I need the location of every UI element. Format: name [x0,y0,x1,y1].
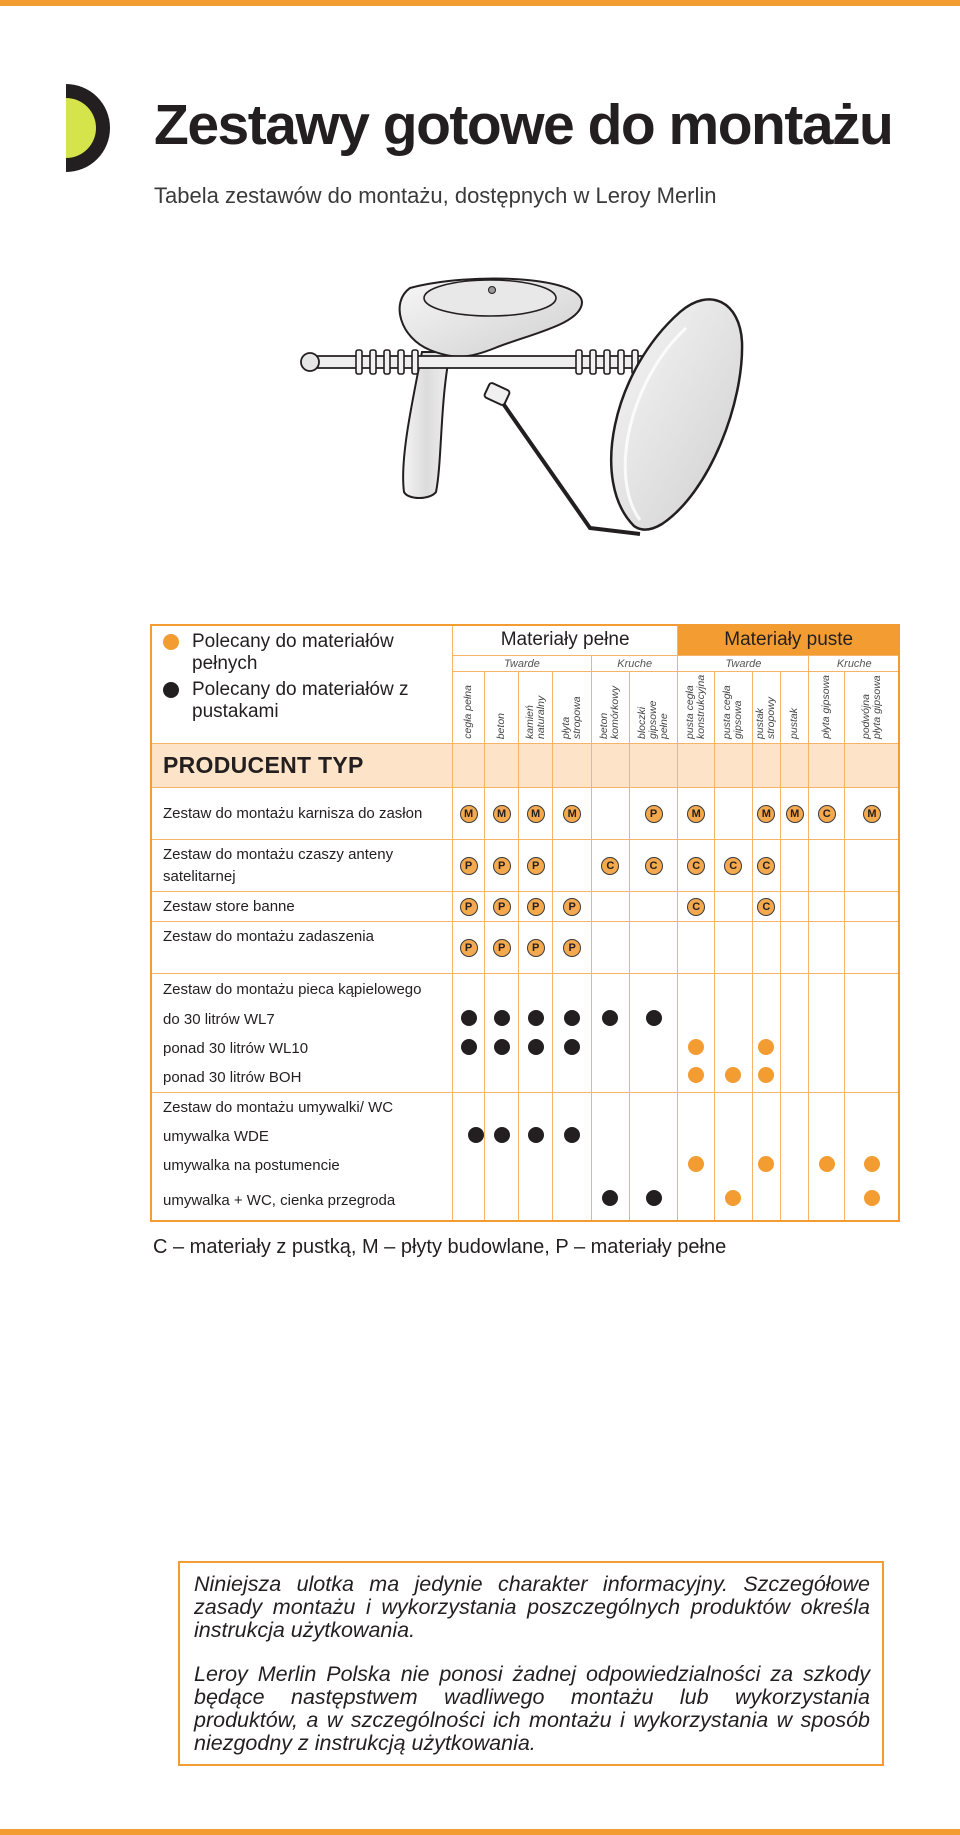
orange-dot-icon [758,1039,774,1055]
sub-empty-hard: Twarde [678,656,809,672]
page-subtitle: Tabela zestawów do montażu, dostępnych w Leroy Merlin [154,183,717,208]
black-dot-icon [461,1039,477,1055]
orange-dot-icon [725,1067,741,1083]
black-dot-icon [528,1127,544,1143]
table-row [151,974,900,1006]
orange-dot-icon [819,1156,835,1172]
legend-black [163,679,444,723]
mark-p: P [460,939,478,957]
orange-dot-icon [688,1156,704,1172]
row-label: umywalka WDE [151,1123,453,1152]
mark-m: M [687,805,705,823]
black-dot-icon [528,1010,544,1026]
black-dot-icon [528,1039,544,1055]
row-label: ponad 30 litrów BOH [151,1064,453,1093]
black-dot-icon [494,1127,510,1143]
mark-p: P [563,898,581,916]
group-full-header: Materiały pełne [452,625,678,656]
producer-type-header: PRODUCENT TYP [151,744,453,788]
row-label: Zestaw do montażu pieca kąpielowego [151,974,453,1006]
legend-footnote: C – materiały z pustką, M – płyty budowlane, P – materiały pełne [153,1236,727,1258]
mark-c: C [757,857,775,875]
page-title: Zestawy gotowe do montażu [154,93,893,157]
black-dot-icon [602,1190,618,1206]
mark-m: M [460,805,478,823]
row-label: umywalka + WC, cienka przegroda [151,1181,453,1222]
table-row [151,892,900,922]
legend-orange [163,631,444,675]
mark-m: M [757,805,775,823]
table-row [151,1035,900,1064]
mark-p: P [493,939,511,957]
mark-p: P [460,898,478,916]
column-header: pusta cegła gipsowa [714,672,752,744]
black-dot-icon [163,682,179,698]
table-row [151,1152,900,1181]
mounting-kits-table [150,624,900,1222]
table-row [151,1093,900,1123]
table-row [151,840,900,892]
row-label: umywalka na postumencie [151,1152,453,1181]
top-accent-bar [0,0,960,6]
mark-p: P [527,898,545,916]
mark-p: P [563,939,581,957]
row-label: Zestaw do montażu czaszy anteny satelitarnej [151,840,453,892]
orange-dot-icon [758,1156,774,1172]
mark-p: P [460,857,478,875]
mark-c: C [645,857,663,875]
mark-m: M [863,805,881,823]
disclaimer-paragraph-2: Leroy Merlin Polska nie ponosi żadnej odpowiedzialności za szkody będące następstwem wadliwego montażu lub wykorzystania produktów, a w szczególności ich montażu i wykorzystania w sposób niezgodny z instrukcją użytkowania. [194,1662,870,1755]
mark-m: M [786,805,804,823]
orange-dot-icon [725,1190,741,1206]
black-dot-icon [564,1127,580,1143]
column-header: pustak stropowy [752,672,780,744]
black-dot-icon [564,1039,580,1055]
mark-m: M [493,805,511,823]
row-label: Zestaw store banne [151,892,453,922]
black-dot-icon [461,1010,477,1026]
column-header: beton komórkowy [592,672,630,744]
orange-dot-icon [758,1067,774,1083]
sub-full-brittle: Kruche [592,656,678,672]
row-label: do 30 litrów WL7 [151,1006,453,1035]
mark-c: C [757,898,775,916]
mark-p: P [493,857,511,875]
disclaimer-box [178,1561,884,1766]
sub-empty-brittle: Kruche [809,656,900,672]
black-dot-icon [602,1010,618,1026]
black-dot-icon [564,1010,580,1026]
column-header: bloczki gipsowe pełne [629,672,678,744]
mark-m: M [527,805,545,823]
black-dot-icon [646,1010,662,1026]
mark-p: P [527,939,545,957]
table-row [151,1064,900,1093]
column-header: pustak [781,672,809,744]
row-label: Zestaw do montażu zadaszenia [151,922,453,974]
table-row [151,1123,900,1152]
column-header: płyta stropowa [553,672,592,744]
table-row [151,1006,900,1035]
orange-dot-icon [864,1156,880,1172]
mark-c: C [724,857,742,875]
legend-black-label: Polecany do materiałów z pustakami [192,679,409,722]
mark-m: M [563,805,581,823]
black-dot-icon [494,1039,510,1055]
column-header: cegła pełna [452,672,485,744]
bottom-accent-bar [0,1829,960,1835]
mark-p: P [527,857,545,875]
orange-dot-icon [864,1190,880,1206]
orange-dot-icon [688,1067,704,1083]
disclaimer-paragraph-1: Niniejsza ulotka ma jedynie charakter informacyjny. Szczegółowe zasady montażu i wykorzystania poszczególnych produktów określa instrukcja użytkowania. [194,1572,870,1642]
legend [151,625,453,744]
table-row [151,1181,900,1222]
half-circle-logo-icon [66,84,112,172]
column-header: beton [485,672,519,744]
table-row [151,922,900,974]
orange-dot-icon [163,634,179,650]
column-header: kamień naturalny [518,672,553,744]
mark-p: P [493,898,511,916]
column-header: pusta cegła konstrukcyjna [678,672,715,744]
row-label: ponad 30 litrów WL10 [151,1035,453,1064]
black-dot-icon [494,1010,510,1026]
table-row [151,788,900,840]
mark-c: C [818,805,836,823]
group-empty-header: Materiały puste [678,625,900,656]
column-header: podwójna płyta gipsowa [845,672,900,744]
column-header: płyta gipsowa [809,672,845,744]
mounting-kits-illustration [290,262,750,547]
mark-c: C [601,857,619,875]
legend-orange-label: Polecany do materiałów pełnych [192,631,394,674]
black-dot-icon [468,1127,484,1143]
orange-dot-icon [688,1039,704,1055]
mark-p: P [645,805,663,823]
row-label: Zestaw do montażu umywalki/ WC [151,1093,453,1123]
mark-c: C [687,857,705,875]
sub-full-hard: Twarde [452,656,591,672]
black-dot-icon [646,1190,662,1206]
row-label: Zestaw do montażu karnisza do zasłon [151,788,453,840]
mark-c: C [687,898,705,916]
